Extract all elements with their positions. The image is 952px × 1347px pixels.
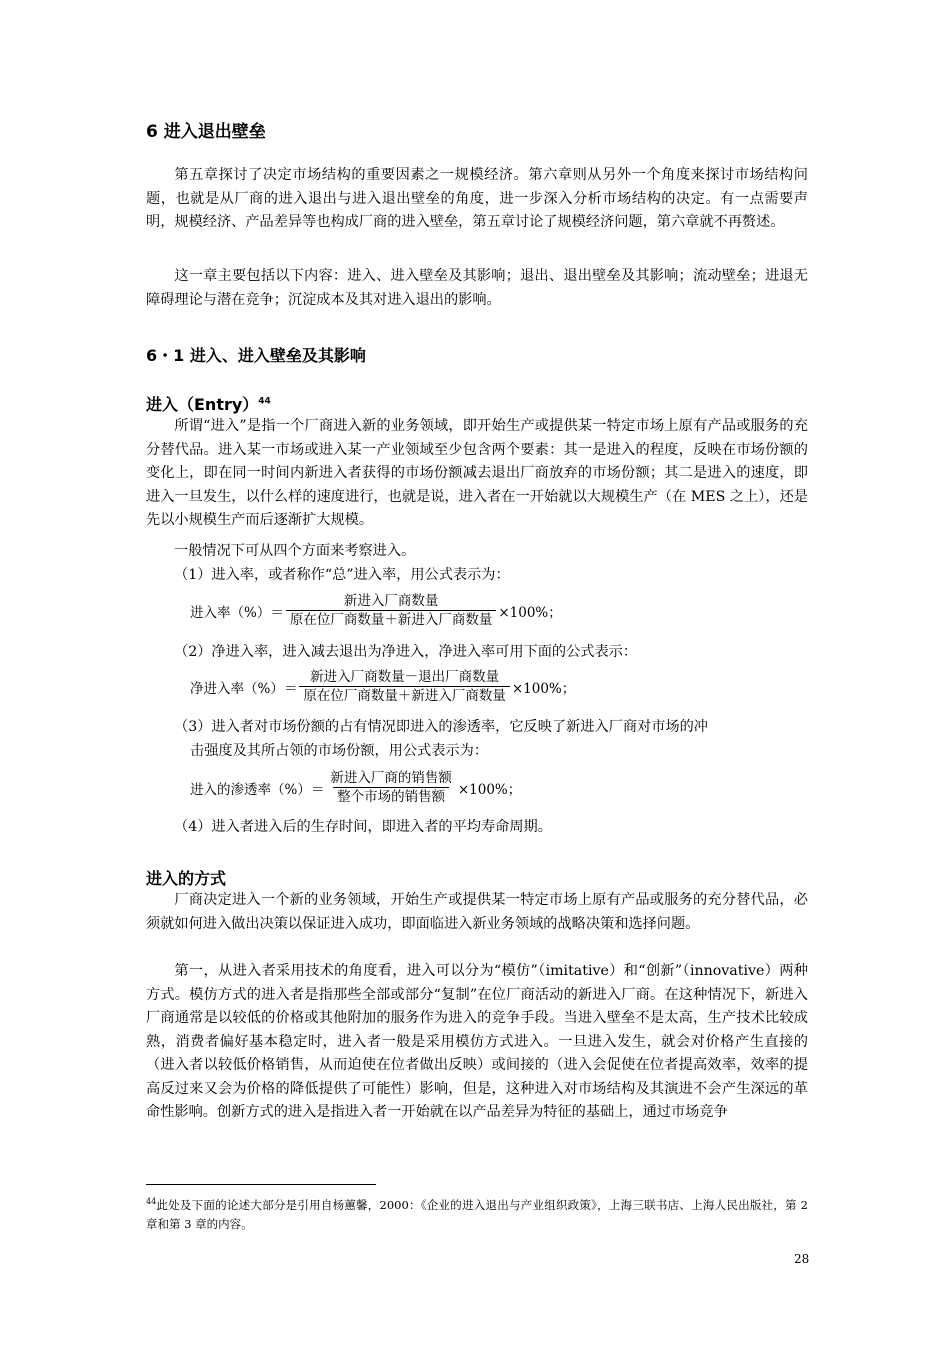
formula-net-entry-rate	[190, 668, 575, 705]
entry-mode-heading: 进入的方式	[146, 869, 227, 888]
chapter-title: 6 进入退出壁垒	[146, 122, 266, 142]
formula-2-fraction	[299, 668, 510, 705]
page-number: 28	[794, 1252, 810, 1266]
formula-1-tail: ×100%；	[498, 604, 562, 621]
formula-entry-rate	[190, 592, 562, 629]
entry-mode-paragraph-1: 厂商决定进入一个新的业务领域，开始生产或提供某一特定市场上原有产品或服务的充分替代品，必须就如何进入做出决策以保证进入成功，即面临进入新业务领域的战略决策和选择问题。	[146, 892, 808, 932]
entry-aspects-line: 一般情况下可从四个方面来考察进入。	[174, 543, 416, 559]
formula-penetration-rate	[190, 769, 521, 806]
footnote	[146, 1192, 808, 1234]
footnote-number: 44	[146, 1197, 157, 1206]
formula-3-fraction	[326, 769, 456, 806]
item-1: （1）进入率，或者称作“总”进入率，用公式表示为：	[174, 567, 510, 583]
formula-1-lhs: 进入率（%）＝	[190, 604, 284, 621]
formula-1-fraction	[286, 592, 497, 629]
formula-2-denominator: 原在位厂商数量＋新进入厂商数量	[299, 686, 510, 705]
formula-1-denominator: 原在位厂商数量＋新进入厂商数量	[286, 610, 497, 629]
formula-3-lhs: 进入的渗透率（%）＝	[190, 781, 325, 798]
item-3-line-1: （3）进入者对市场份额的占有情况即进入的渗透率，它反映了新进入厂商对市场的冲	[174, 719, 708, 735]
intro-paragraph-1: 第五章探讨了决定市场结构的重要因素之一规模经济。第六章则从另外一个角度来探讨市场结构问题，也就是从厂商的进入退出与进入退出壁垒的角度，进一步深入分析市场结构的决定。有一点需要声明，规模经济、产品差异等也构成厂商的进入壁垒，第五章讨论了规模经济问题，第六章就不再赘述。	[146, 167, 808, 230]
formula-2-tail: ×100%；	[511, 680, 576, 697]
entry-heading	[146, 392, 271, 415]
intro-paragraph-2: 这一章主要包括以下内容：进入、进入壁垒及其影响；退出、退出壁垒及其影响；流动壁垒；进退无障碍理论与潜在竞争；沉淀成本及其对进入退出的影响。	[146, 268, 808, 308]
footnote-divider	[146, 1184, 376, 1185]
footnote-ref: 44	[258, 396, 271, 407]
item-3-line-2: 击强度及其所占领的市场份额，用公式表示为：	[190, 743, 488, 759]
section-title: 6・1 进入、进入壁垒及其影响	[146, 346, 366, 365]
formula-1-numerator: 新进入厂商数量	[343, 593, 439, 609]
footnote-text: 此处及下面的论述大部分是引用自杨蕙馨，2000：《企业的进入退出与产业组织政策》，上海三联书店、上海人民出版社，第 2 章和第 3 章的内容。	[146, 1197, 808, 1231]
item-4: （4）进入者进入后的生存时间，即进入者的平均寿命周期。	[174, 819, 552, 835]
entry-paragraph: 所谓“进入”是指一个厂商进入新的业务领域，即开始生产或提供某一特定市场上原有产品或服务的充分替代品。进入某一市场或进入某一产业领域至少包含两个要素：其一是进入的程度，反映在市场份额的变化上，即在同一时间内新进入者获得的市场份额减去退出厂商放弃的市场份额；其二是进入的速度，即进入一旦发生，以什么样的速度进行，也就是说，进入者在一开始就以大规模生产（在 MES 之上），还是先以小规模生产而后逐渐扩大规模。	[146, 418, 808, 528]
item-2: （2）净进入率，进入减去退出为净进入，净进入率可用下面的公式表示：	[174, 644, 638, 660]
formula-3-numerator: 新进入厂商的销售额	[330, 770, 452, 786]
entry-heading-text: 进入（Entry）	[146, 395, 259, 414]
formula-3-tail: ×100%；	[457, 781, 522, 798]
entry-mode-paragraph-2: 第一，从进入者采用技术的角度看，进入可以分为“模仿”（imitative）和“创新”（innovative）两种方式。模仿方式的进入者是指那些全部或部分“复制”在位厂商活动的新进入厂商。在这种情况下，新进入厂商通常是以较低的价格或其他附加的服务作为进入的竞争手段。当进入壁垒不是太高，生产技术比较成熟，消费者偏好基本稳定时，进入者一般是采用模仿方式进入。一旦进入发生，就会对价格产生直接的（进入者以较低价格销售，从而迫使在位者做出反映）或间接的（进入会促使在位者提高效率，效率的提高反过来又会为价格的降低提供了可能性）影响，但是，这种进入对市场结构及其演进不会产生深远的革命性影响。创新方式的进入是指进入者一开始就在以产品差异为特征的基础上，通过市场竞争	[146, 963, 808, 1120]
formula-2-numerator: 新进入厂商数量－退出厂商数量	[310, 669, 500, 685]
formula-2-lhs: 净进入率（%）＝	[190, 680, 298, 697]
formula-3-denominator: 整个市场的销售额	[333, 787, 449, 806]
